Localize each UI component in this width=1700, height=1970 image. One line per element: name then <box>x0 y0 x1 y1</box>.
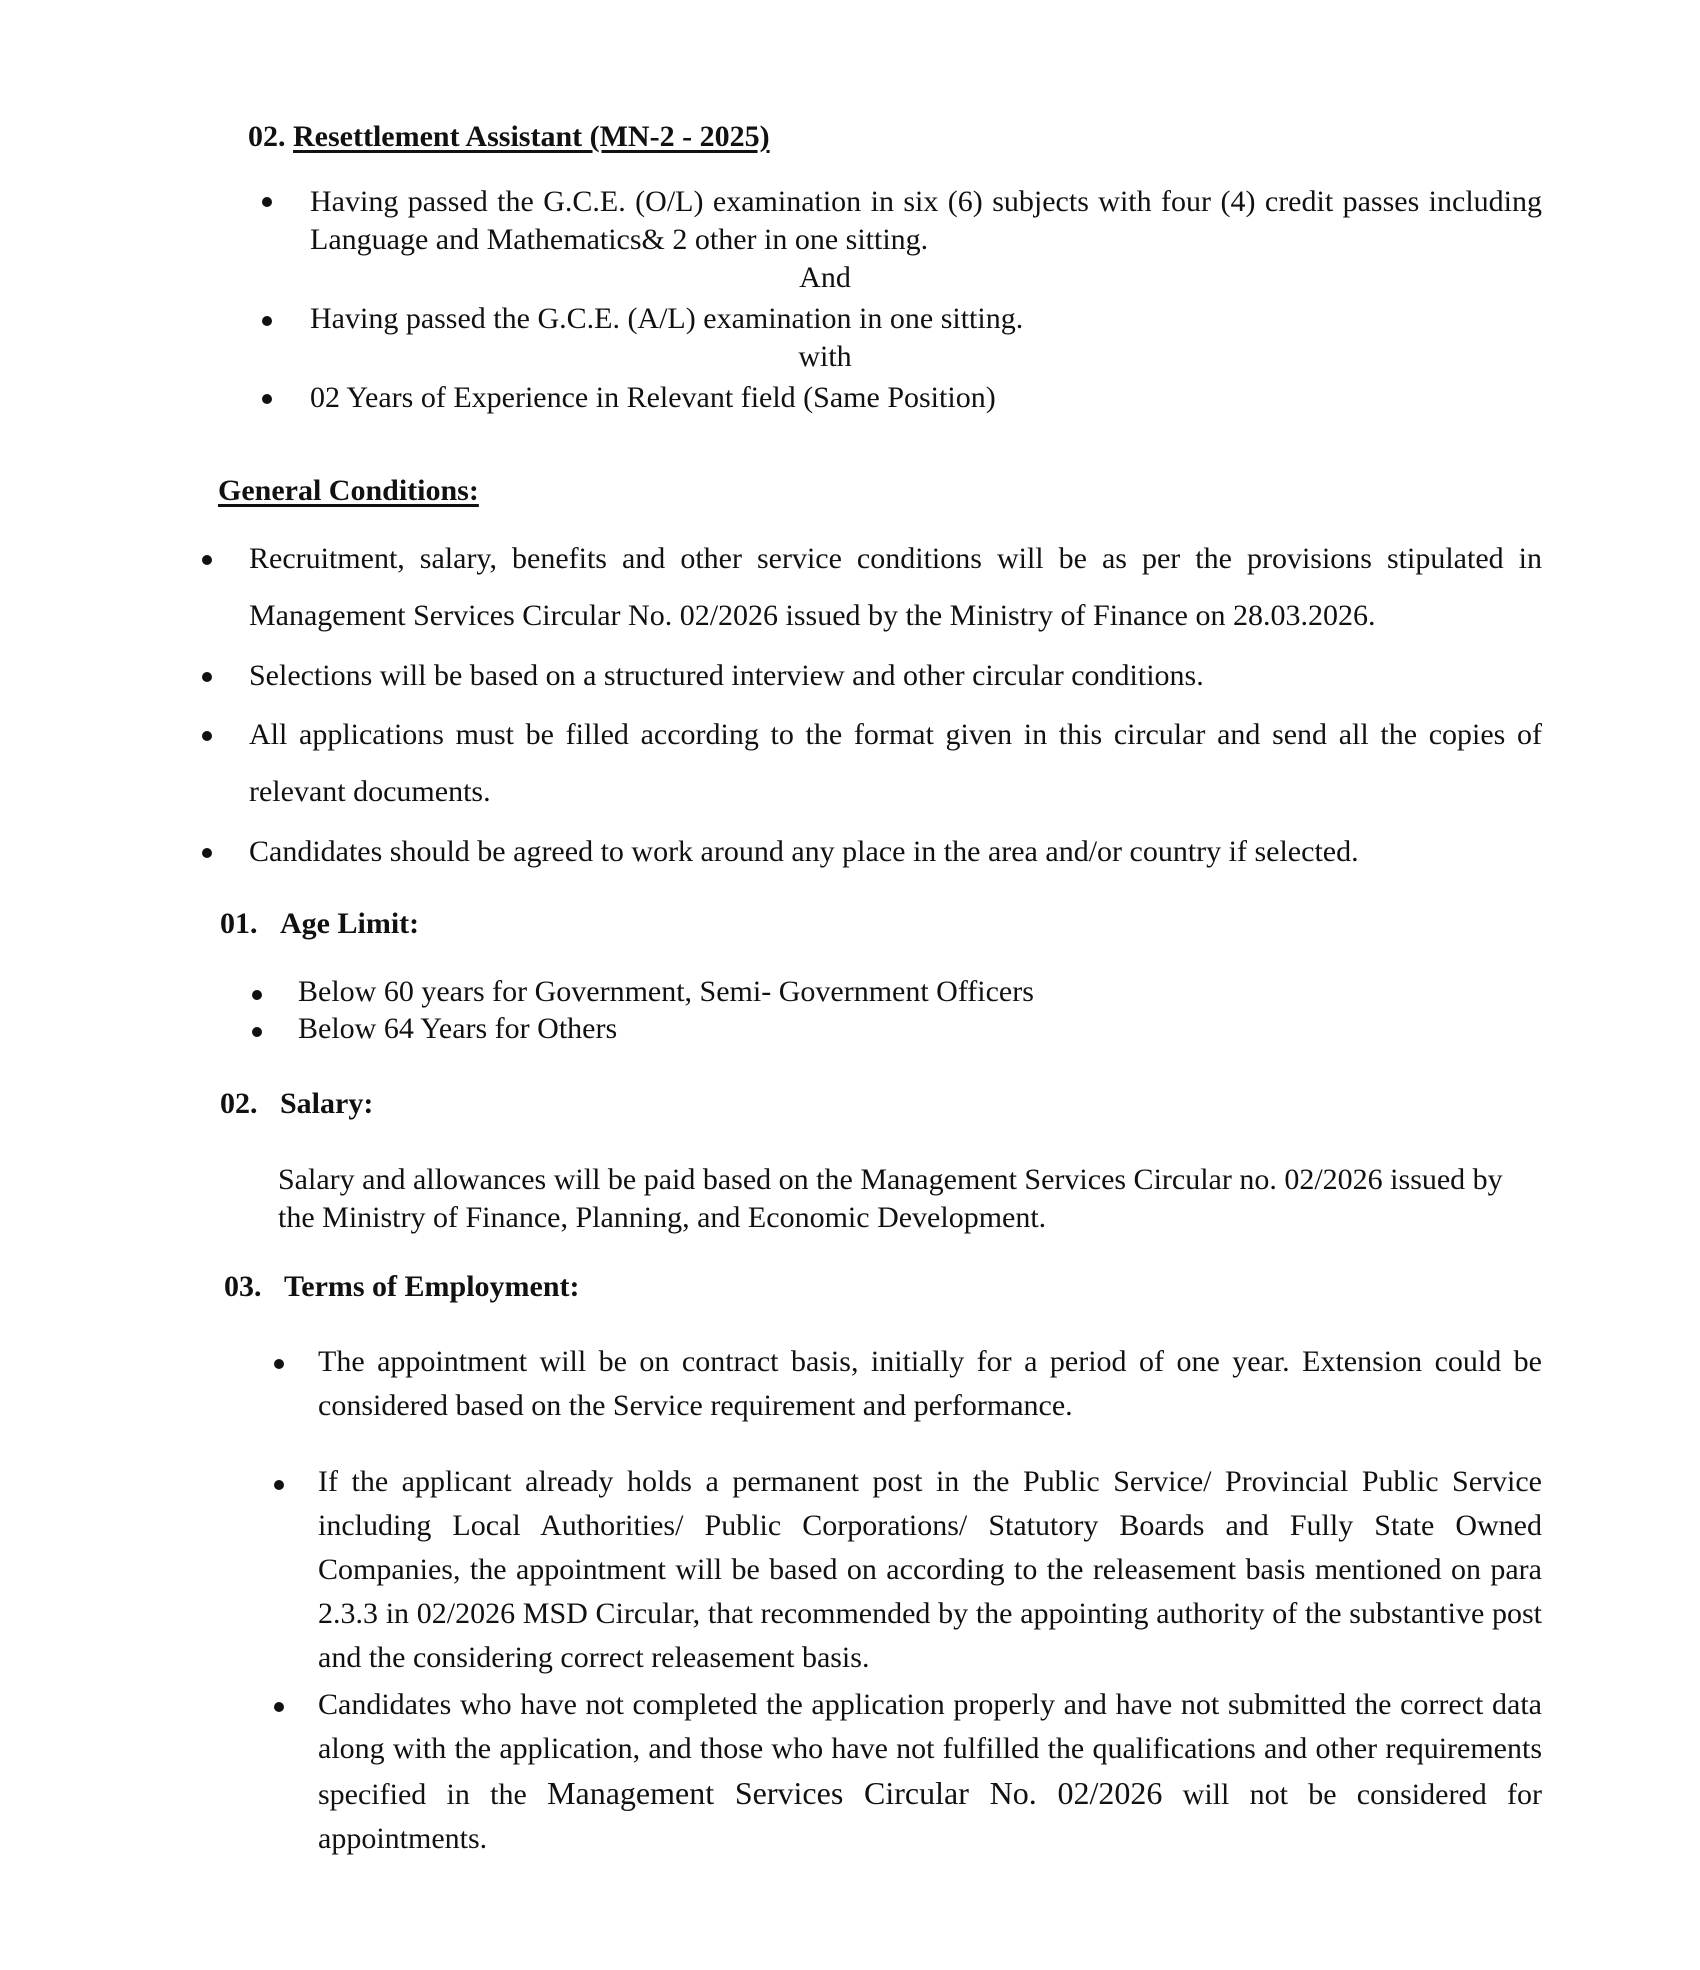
condition-item: Recruitment, salary, benefits and other service conditions will be as per the provisions stipulated in Management Services Circular No. 02/2026 issued by the Ministry of Finance on 28.03.2026. <box>249 542 1542 632</box>
bullet-icon <box>262 394 272 404</box>
salary-number: 02. <box>220 1087 258 1120</box>
general-conditions-heading: General Conditions: <box>218 474 479 507</box>
salary-title: Salary: <box>280 1087 374 1120</box>
bullet-icon <box>252 990 262 1000</box>
terms-heading <box>224 1268 580 1306</box>
bullet-icon <box>262 316 272 326</box>
bullet-icon <box>202 672 212 682</box>
bullet-icon <box>252 1027 262 1037</box>
position-heading <box>248 118 770 156</box>
terms-item <box>318 1683 1542 1861</box>
condition-item: Candidates should be agreed to work around any place in the area and/or country if selected. <box>249 835 1359 868</box>
age-limit-item: Below 60 years for Government, Semi- Government Officers <box>298 975 1034 1008</box>
requirement-ol: Having passed the G.C.E. (O/L) examination in six (6) subjects with four (4) credit passes including Language and Mathematics& 2 other in one sitting. <box>310 185 1542 257</box>
salary-text: Salary and allowances will be paid based on the Management Services Circular no. 02/2026 issued by the Ministry of Finance, Planning, and Economic Development. <box>278 1163 1503 1235</box>
requirement-al: Having passed the G.C.E. (A/L) examination in one sitting. <box>310 302 1024 335</box>
condition-item: All applications must be filled according to the format given in this circular and send all the copies of relevant documents. <box>249 718 1542 808</box>
circular-reference: Management Services Circular No. 02/2026 <box>547 1775 1163 1811</box>
terms-item-part: Candidates who have not completed the application properly and have not submitted the correct data along with the application, and those who have not fulfilled the qualifications and other requirements specified in the <box>318 1688 1542 1811</box>
terms-title: Terms of Employment: <box>284 1270 580 1303</box>
position-number: 02. <box>248 120 286 153</box>
bullet-icon <box>202 848 212 858</box>
age-limit-title: Age Limit: <box>280 907 420 940</box>
condition-item: Selections will be based on a structured interview and other circular conditions. <box>249 659 1204 692</box>
bullet-icon <box>202 731 212 741</box>
bullet-icon <box>274 1480 284 1490</box>
bullet-icon <box>262 197 272 207</box>
terms-number: 03. <box>224 1270 262 1303</box>
position-title: Resettlement Assistant (MN-2 - 2025) <box>293 120 770 153</box>
connector-with: with <box>798 340 852 373</box>
terms-item: The appointment will be on contract basis, initially for a period of one year. Extension could be considered based on the Service requirement and performance. <box>318 1345 1542 1422</box>
salary-heading <box>220 1085 373 1123</box>
bullet-icon <box>202 555 212 565</box>
age-limit-number: 01. <box>220 907 258 940</box>
requirement-experience: 02 Years of Experience in Relevant field (Same Position) <box>310 381 996 414</box>
age-limit-heading <box>220 905 419 943</box>
bullet-icon <box>274 1359 284 1369</box>
bullet-icon <box>274 1702 284 1712</box>
age-limit-item: Below 64 Years for Others <box>298 1012 618 1045</box>
terms-item-part: will not be considered for appointments. <box>318 1778 1542 1855</box>
connector-and: And <box>799 261 851 294</box>
terms-item: If the applicant already holds a permanent post in the Public Service/ Provincial Public Service including Local Authorities/ Public Corporations/ Statutory Boards and Fully State Owned Companies, the appointment will be based on according to the releasement basis mentioned on para 2.3.3 in 02/2026 MSD Circular, that recommended by the appointing authority of the substantive post and the considering correct releasement basis. <box>318 1465 1542 1674</box>
